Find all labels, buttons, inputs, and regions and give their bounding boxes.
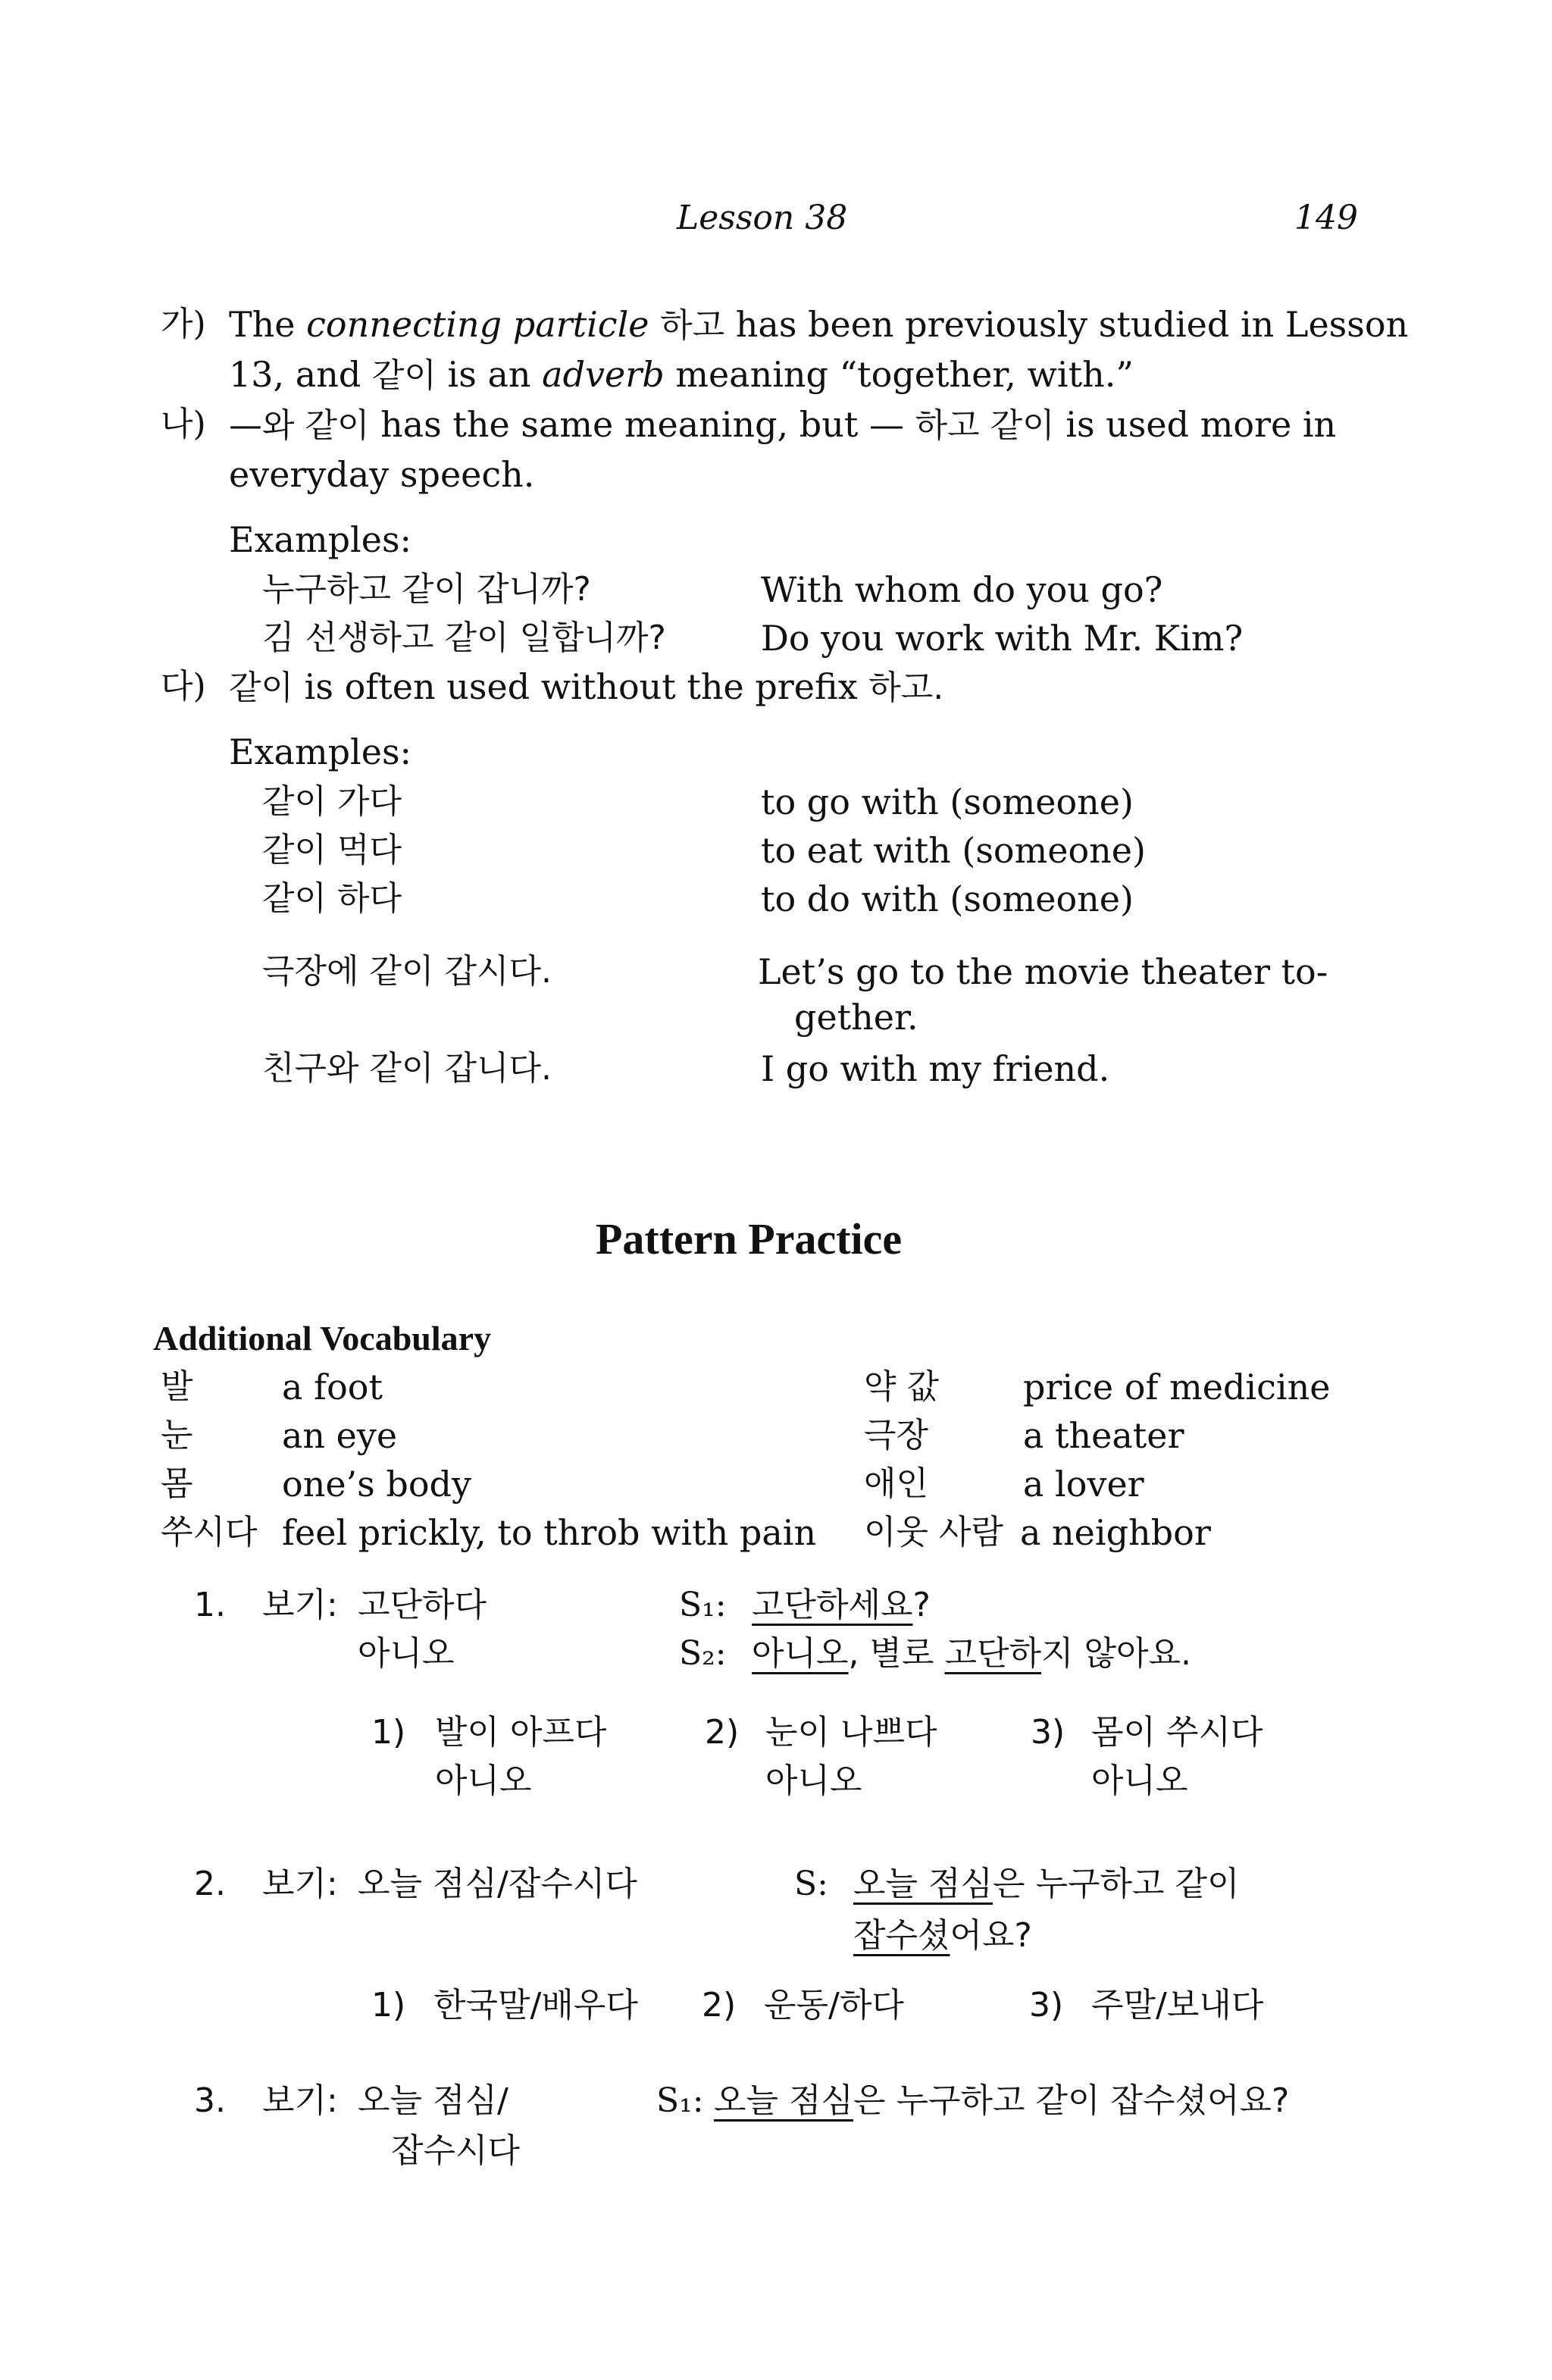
vocab-ko: 약 값 bbox=[864, 1367, 939, 1406]
exercise-prompt: 오늘 점심/ bbox=[358, 2081, 508, 2120]
speaker-s: S: bbox=[794, 1865, 828, 1903]
example-label: 보기: bbox=[262, 2081, 338, 2120]
note-na-line1: —와 같이 has the same meaning, but — 하고 같이 is used more in bbox=[229, 404, 1337, 445]
vocab-ko: 발 bbox=[161, 1367, 193, 1406]
example-sentence-ko: 친구와 같이 갑니다. bbox=[262, 1049, 552, 1088]
vocab-ko: 이웃 사람 bbox=[864, 1513, 1004, 1552]
example-en: With whom do you go? bbox=[761, 569, 1163, 610]
example-sentence-ko: 극장에 같이 갑시다. bbox=[262, 952, 552, 991]
example-sentence-en: Let’s go to the movie theater to- bbox=[758, 951, 1328, 992]
exercise-number: 3. bbox=[194, 2081, 226, 2120]
vocab-heading: Additional Vocabulary bbox=[153, 1319, 492, 1358]
vocab-ko: 몸 bbox=[161, 1464, 193, 1503]
example-ko: 같이 하다 bbox=[262, 879, 402, 918]
vocab-ko: 애인 bbox=[864, 1464, 929, 1503]
note-na-line2: everyday speech. bbox=[229, 454, 535, 495]
example-en: to go with (someone) bbox=[761, 781, 1134, 822]
note-ga-line2: 13, and 같이 is an adverb meaning “together, with.” bbox=[229, 354, 1134, 395]
drill-item: 한국말/배우다 bbox=[433, 1986, 638, 2025]
section-title: Pattern Practice bbox=[596, 1214, 903, 1264]
example-label: 보기: bbox=[262, 1586, 338, 1624]
note-ga-line1: The connecting particle 하고 has been previously studied in Lesson bbox=[229, 304, 1409, 345]
example-ko: 같이 먹다 bbox=[262, 831, 402, 869]
drill-item-answer: 아니오 bbox=[765, 1762, 862, 1800]
model-sentence-s1: 고단하세요? bbox=[752, 1586, 931, 1624]
vocab-ko: 눈 bbox=[161, 1416, 193, 1455]
example-sentence-en: I go with my friend. bbox=[761, 1048, 1110, 1089]
vocab-ko: 극장 bbox=[864, 1416, 929, 1455]
example-label: 보기: bbox=[262, 1865, 338, 1903]
example-en: to do with (someone) bbox=[761, 878, 1134, 919]
vocab-en: a theater bbox=[1023, 1415, 1184, 1456]
drill-item-number: 2) bbox=[702, 1986, 737, 2025]
note-marker-da: 다) bbox=[161, 667, 206, 706]
example-ko: 누구하고 같이 갑니까? bbox=[262, 570, 591, 609]
vocab-en: feel prickly, to throb with pain bbox=[282, 1512, 817, 1553]
speaker-s1: S₁: bbox=[656, 2081, 704, 2120]
exercise-number: 1. bbox=[194, 1586, 226, 1624]
exercise-number: 2. bbox=[194, 1865, 226, 1903]
drill-item: 발이 아프다 bbox=[435, 1713, 607, 1752]
note-marker-na: 나) bbox=[161, 405, 206, 443]
vocab-en: a lover bbox=[1023, 1464, 1144, 1505]
vocab-en: a neighbor bbox=[1020, 1512, 1211, 1553]
drill-item: 주말/보내다 bbox=[1091, 1986, 1264, 2025]
drill-item-number: 3) bbox=[1031, 1713, 1065, 1752]
exercise-prompt: 오늘 점심/잡수시다 bbox=[358, 1865, 637, 1903]
note-da-line1: 같이 is often used without the prefix 하고. bbox=[229, 666, 944, 707]
drill-item-answer: 아니오 bbox=[435, 1762, 532, 1800]
exercise-prompt-answer: 아니오 bbox=[358, 1634, 455, 1673]
vocab-en: an eye bbox=[282, 1415, 398, 1456]
drill-item: 눈이 나쁘다 bbox=[765, 1713, 937, 1752]
exercise-prompt-cont: 잡수시다 bbox=[391, 2131, 521, 2170]
example-ko: 같이 가다 bbox=[262, 782, 402, 821]
drill-item-answer: 아니오 bbox=[1091, 1762, 1188, 1800]
drill-item-number: 1) bbox=[371, 1986, 406, 2025]
vocab-ko: 쑤시다 bbox=[161, 1513, 258, 1552]
example-en: Do you work with Mr. Kim? bbox=[761, 618, 1244, 659]
model-sentence-cont: 잡수셨어요? bbox=[853, 1916, 1032, 1955]
model-sentence-s2: 아니오, 별로 고단하지 않아요. bbox=[752, 1634, 1192, 1673]
example-sentence-en-cont: gether. bbox=[794, 997, 918, 1038]
examples-label: Examples: bbox=[229, 519, 412, 560]
vocab-en: one’s body bbox=[282, 1464, 471, 1505]
examples-label: Examples: bbox=[229, 731, 412, 772]
vocab-en: a foot bbox=[282, 1367, 383, 1408]
model-sentence: 오늘 점심은 누구하고 같이 bbox=[853, 1865, 1240, 1903]
running-header-lesson: Lesson 38 bbox=[677, 199, 848, 237]
speaker-s2: S₂: bbox=[679, 1634, 727, 1673]
drill-item: 운동/하다 bbox=[764, 1986, 904, 2025]
drill-item: 몸이 쑤시다 bbox=[1091, 1713, 1263, 1752]
speaker-s1: S₁: bbox=[679, 1586, 727, 1624]
drill-item-number: 3) bbox=[1029, 1986, 1064, 2025]
vocab-en: price of medicine bbox=[1023, 1367, 1331, 1408]
example-en: to eat with (someone) bbox=[761, 830, 1146, 871]
drill-item-number: 2) bbox=[705, 1713, 740, 1752]
model-sentence: 오늘 점심은 누구하고 같이 잡수셨어요? bbox=[714, 2081, 1290, 2120]
page-number: 149 bbox=[1294, 199, 1358, 237]
example-ko: 김 선생하고 같이 일합니까? bbox=[262, 618, 666, 657]
note-marker-ga: 가) bbox=[161, 305, 206, 343]
exercise-prompt: 고단하다 bbox=[358, 1586, 487, 1624]
drill-item-number: 1) bbox=[371, 1713, 406, 1752]
